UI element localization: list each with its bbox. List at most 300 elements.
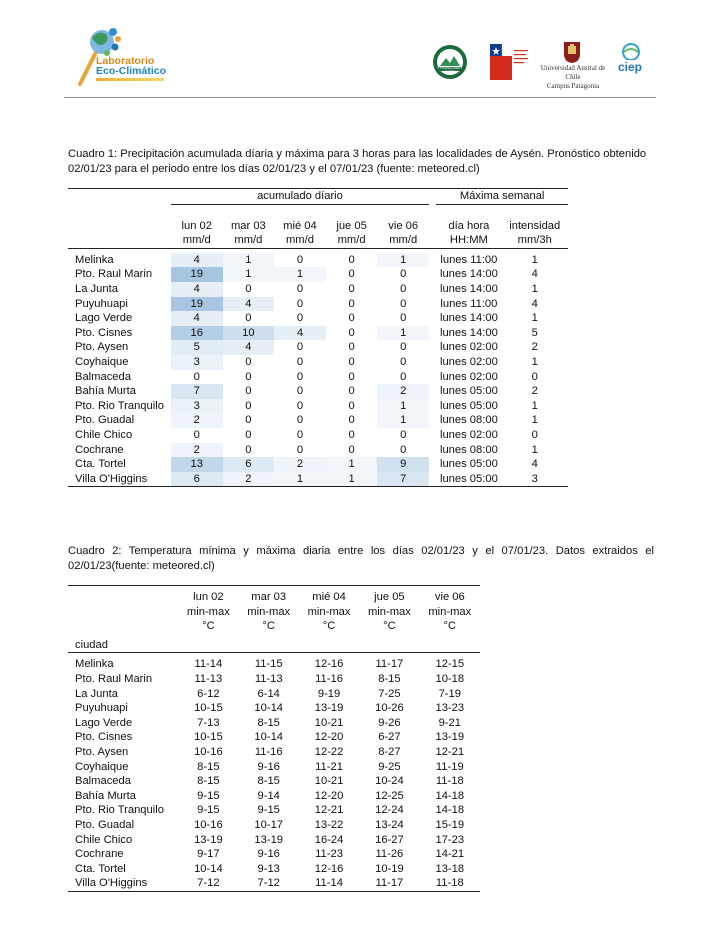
- table-row: [68, 818, 480, 833]
- city-name: Balmaceda: [75, 775, 131, 788]
- temp-range-value: 12-16: [314, 658, 344, 671]
- minmax-label: min-max: [307, 605, 351, 618]
- precip-value: 2: [223, 472, 275, 487]
- lab-logo-text: [96, 56, 166, 81]
- temp-range-value: 12-20: [314, 731, 344, 744]
- day-header: vie 06: [434, 591, 465, 603]
- table-row: [68, 370, 568, 385]
- city-name: Pto. Aysen: [75, 341, 129, 354]
- precip-value: 1: [377, 326, 429, 341]
- max-intensity: 5: [531, 326, 538, 339]
- city-name: La Junta: [75, 283, 118, 296]
- table-row: [68, 789, 480, 804]
- temp-range-value: 12-24: [375, 804, 404, 817]
- page-header: [0, 0, 720, 112]
- precip-value: 0: [400, 356, 407, 369]
- precip-value: 7: [377, 472, 429, 487]
- precip-value: 1: [377, 413, 429, 428]
- uach-logo-text: [534, 64, 612, 91]
- city-name: Balmaceda: [75, 370, 131, 383]
- max-intensity: 1: [531, 283, 538, 296]
- city-name: Pto. Cisnes: [75, 731, 133, 744]
- temp-range-value: 12-15: [435, 658, 465, 671]
- max-hour: lunes 02:00: [439, 370, 498, 383]
- temp-range-value: 10-24: [375, 775, 404, 788]
- temp-range-value: 12-21: [314, 804, 344, 817]
- temp-range-value: 8-15: [197, 760, 220, 773]
- table-row: [68, 384, 568, 399]
- max-hour: lunes 14:00: [439, 268, 498, 281]
- precip-value: 0: [348, 385, 355, 398]
- table-row: [68, 428, 568, 443]
- max-hour: lunes 05:00: [439, 458, 498, 471]
- temp-range-value: 11-16: [254, 745, 283, 758]
- precip-value: 0: [348, 326, 355, 339]
- temp-range-value: 10-15: [194, 702, 223, 715]
- city-name: Coyhaique: [75, 760, 129, 773]
- precip-value: 1: [223, 267, 275, 282]
- temp-range-value: 8-27: [378, 745, 401, 758]
- table1-group-header: [68, 189, 568, 204]
- precip-value: 3: [171, 355, 223, 370]
- precip-value: 1: [377, 399, 429, 414]
- precip-value: 0: [245, 429, 252, 441]
- table-row: [68, 457, 568, 472]
- temp-range-value: 9-16: [257, 760, 280, 773]
- temp-range-value: 8-15: [257, 716, 280, 729]
- lab-logo-line1: Laboratorio: [96, 55, 155, 67]
- city-name: Coyhaique: [75, 356, 129, 369]
- minmax-label: min-max: [247, 605, 291, 618]
- max-hour: lunes 11:00: [440, 297, 498, 310]
- table-row: [68, 297, 568, 312]
- precip-value: 7: [171, 384, 223, 399]
- precip-value: 4: [274, 326, 326, 341]
- city-name: Pto. Guadal: [75, 414, 135, 427]
- temp-range-value: 10-19: [375, 862, 404, 875]
- city-name: Puyuhuapi: [75, 702, 128, 715]
- temp-range-value: 11-21: [315, 760, 343, 773]
- max-intensity: 1: [531, 443, 538, 456]
- precip-value: 4: [223, 297, 275, 312]
- temp-range-value: 7-12: [257, 877, 280, 890]
- city-name: Cochrane: [75, 848, 124, 861]
- city-name: Cta. Tortel: [75, 862, 126, 875]
- max-intensity: 2: [531, 385, 538, 398]
- table-row: [68, 443, 568, 458]
- temp-range-value: 12-20: [314, 789, 344, 802]
- precip-value: 6: [223, 457, 275, 472]
- table2-city-header-row: [68, 634, 480, 653]
- temp-range-value: 17-23: [435, 833, 465, 846]
- max-hour: lunes 02:00: [439, 356, 498, 369]
- temp-range-value: 10-14: [254, 731, 284, 744]
- precip-value: 0: [296, 297, 304, 310]
- table-row: [68, 326, 568, 341]
- precip-value: 0: [245, 414, 252, 427]
- max-intensity: 1: [531, 312, 538, 325]
- table2-day-header: [68, 590, 480, 605]
- table-row: [68, 745, 480, 760]
- precip-value: 0: [296, 356, 304, 369]
- temp-range-value: 11-16: [315, 672, 343, 685]
- temp-range-value: 11-26: [375, 848, 404, 861]
- precip-value: 5: [171, 340, 223, 355]
- temp-range-value: 9-15: [197, 789, 220, 802]
- temp-range-value: 14-18: [435, 789, 465, 802]
- precip-value: 9: [377, 457, 429, 472]
- temp-range-value: 13-19: [194, 833, 223, 846]
- temp-range-value: 10-18: [435, 672, 465, 685]
- precip-value: 0: [348, 312, 355, 325]
- city-name: Villa O'Higgins: [75, 472, 148, 485]
- temp-range-value: 11-17: [375, 658, 404, 671]
- precip-value: 0: [400, 268, 407, 281]
- precip-value: 2: [171, 443, 223, 458]
- city-name: Chile Chico: [75, 833, 133, 846]
- table-row: [68, 716, 480, 731]
- table-row: [68, 803, 480, 818]
- table-row: [68, 876, 480, 891]
- precip-value: 6: [171, 472, 223, 487]
- precip-value: 13: [171, 457, 223, 472]
- temp-range-value: 11-19: [435, 760, 464, 773]
- temp-range-value: 11-13: [254, 672, 283, 685]
- city-name: Pto. Raul Marin: [75, 268, 153, 281]
- day-header: jue 05: [336, 219, 367, 232]
- precip-value: 0: [400, 370, 407, 383]
- temp-range-value: 9-15: [197, 804, 220, 817]
- city-name: Pto. Cisnes: [75, 326, 133, 339]
- max-hour: lunes 02:00: [439, 341, 498, 354]
- precip-value: 0: [296, 385, 304, 398]
- temp-range-value: 16-27: [375, 833, 404, 846]
- minmax-label: min-max: [367, 605, 411, 618]
- temp-range-value: 12-16: [314, 862, 344, 875]
- temp-range-value: 10-14: [194, 862, 223, 875]
- temp-range-value: 15-19: [435, 818, 465, 831]
- lab-logo-bar: [96, 78, 164, 81]
- hora-header: día hora: [448, 219, 490, 232]
- precip-value: 1: [377, 253, 429, 268]
- city-name: Bahía Murta: [75, 789, 136, 802]
- precip-value: 0: [245, 399, 252, 412]
- precip-value: 0: [296, 370, 304, 383]
- temp-range-value: 12-25: [375, 789, 404, 802]
- temp-range-value: 13-19: [435, 731, 465, 744]
- temp-range-value: 9-17: [197, 848, 220, 861]
- temp-range-value: 12-21: [435, 745, 465, 758]
- temp-range-value: 10-17: [254, 818, 284, 831]
- table-row: [68, 833, 480, 848]
- temp-range-value: 10-21: [314, 716, 344, 729]
- hora-unit-label: HH:MM: [449, 234, 488, 247]
- city-name: Cochrane: [75, 443, 124, 456]
- precip-value: 0: [245, 443, 252, 456]
- precip-value: 2: [377, 384, 429, 399]
- temp-range-value: 13-19: [254, 833, 284, 846]
- city-name: Pto. Rio Tranquilo: [75, 804, 164, 817]
- precip-value: 0: [296, 399, 304, 412]
- temp-range-value: 13-19: [314, 702, 344, 715]
- minmax-label: min-max: [186, 605, 230, 618]
- table-row: [68, 847, 480, 862]
- precip-value: 10: [223, 326, 275, 341]
- max-hour: lunes 11:00: [440, 253, 498, 266]
- temp-range-value: 11-14: [315, 877, 343, 890]
- table-row: [68, 760, 480, 775]
- precip-value: 0: [348, 283, 355, 296]
- temp-range-value: 9-15: [257, 804, 280, 817]
- day-header: mié 04: [283, 219, 317, 232]
- city-name: Pto. Raul Marin: [75, 672, 153, 685]
- max-intensity: 0: [531, 370, 538, 383]
- precip-value: 0: [245, 385, 252, 398]
- unit-label: °C: [443, 620, 457, 633]
- precip-value: 0: [348, 370, 355, 383]
- temp-range-value: 12-22: [314, 745, 344, 758]
- precip-value: 0: [400, 283, 407, 296]
- day-header: lun 02: [181, 219, 212, 232]
- unit-label: °C: [262, 620, 275, 633]
- temp-range-value: 10-15: [194, 731, 223, 744]
- precip-value: 4: [171, 253, 223, 268]
- max-intensity: 1: [531, 356, 538, 369]
- unit-label: mm/d: [182, 234, 211, 247]
- precip-value: 0: [296, 414, 304, 427]
- table1-caption: Cuadro 1: Precipitación acumulada díaria y máxima para 3 horas para las localidades de Aysén. Pronóstico obtenido 02/01/23 para el periodo entre los días 02/01/23 y el 07/01/23 (fuente: meteored.cl): [68, 148, 647, 175]
- max-hour: lunes 14:00: [439, 326, 498, 339]
- table-row: [68, 472, 568, 487]
- precip-value: 0: [348, 399, 355, 412]
- max-intensity: 1: [531, 414, 538, 427]
- temp-range-value: 13-22: [314, 818, 344, 831]
- precip-value: 4: [223, 340, 275, 355]
- max-intensity: 4: [531, 268, 538, 281]
- max-intensity: 1: [531, 399, 538, 412]
- table-row: [68, 355, 568, 370]
- precip-value: 0: [348, 297, 355, 310]
- temp-range-value: 9-26: [378, 716, 401, 729]
- table2-unit-header: [68, 619, 480, 634]
- temp-range-value: 8-15: [197, 775, 220, 788]
- city-name: Melinka: [75, 658, 114, 671]
- uach-line1: Universidad Austral de Chile: [540, 64, 606, 81]
- max-hour: lunes 05:00: [439, 472, 498, 485]
- table-row: [68, 687, 480, 702]
- city-name: Lago Verde: [75, 312, 133, 325]
- patagonia-aysen-logo-icon: [432, 44, 468, 80]
- unit-label: mm/d: [234, 234, 263, 247]
- city-name: Chile Chico: [75, 429, 133, 441]
- precip-value: 0: [400, 312, 407, 325]
- table-row: [68, 701, 480, 716]
- temp-range-value: 14-18: [435, 804, 465, 817]
- unit-label: °C: [383, 620, 396, 633]
- precip-value: 0: [348, 414, 355, 427]
- temp-range-value: 11-15: [254, 658, 283, 671]
- max-hour: lunes 14:00: [439, 312, 498, 325]
- precip-value: 0: [296, 312, 304, 325]
- table-row: [68, 672, 480, 687]
- day-header: mié 04: [312, 591, 346, 603]
- max-intensity: 4: [531, 297, 538, 310]
- table-row: [68, 282, 568, 297]
- group-daily-label: acumulado díario: [257, 190, 343, 202]
- precip-value: 1: [274, 267, 326, 282]
- gobierno-chile-logo-icon: [490, 44, 530, 82]
- unit-label: mm/d: [389, 234, 418, 247]
- temp-range-value: 9-13: [257, 862, 280, 875]
- unit-label: °C: [202, 620, 215, 633]
- precip-value: 0: [296, 283, 304, 296]
- temp-range-value: 7-13: [197, 716, 220, 729]
- temp-range-value: 11-13: [194, 672, 223, 685]
- max-hour: lunes 08:00: [439, 443, 498, 456]
- minmax-label: min-max: [428, 605, 472, 618]
- day-header: mar 03: [230, 219, 266, 232]
- max-hour: lunes 08:00: [439, 414, 498, 427]
- temp-range-value: 10-16: [194, 818, 223, 831]
- temperature-table: [68, 585, 480, 892]
- temp-range-value: 11-18: [435, 775, 464, 788]
- temp-range-value: 10-26: [375, 702, 404, 715]
- table1-day-header: [68, 219, 568, 234]
- city-name: Lago Verde: [75, 716, 133, 729]
- temp-range-value: 13-23: [435, 702, 465, 715]
- max-hour: lunes 05:00: [439, 399, 498, 412]
- table-row: [68, 340, 568, 355]
- precip-value: 1: [274, 472, 326, 487]
- table-row: [68, 862, 480, 877]
- max-intensity: 3: [531, 472, 538, 485]
- max-intensity: 1: [531, 253, 538, 266]
- temp-range-value: 11-23: [315, 848, 343, 861]
- temp-range-value: 10-16: [194, 745, 223, 758]
- precip-value: 4: [171, 311, 223, 326]
- temp-range-value: 9-19: [317, 687, 341, 700]
- max-intensity: 0: [531, 429, 538, 441]
- lab-logo-line2: Eco-Climático: [96, 65, 167, 77]
- city-name: Melinka: [75, 253, 114, 266]
- intensity-header: intensidad: [509, 219, 561, 232]
- table2-caption: Cuadro 2: Temperatura mínima y máxima diaria entre los días 02/01/23 y el 07/01/23. Datos extraidos el 02/01/23(fuente: meteored.cl): [68, 545, 654, 572]
- table-row: [68, 311, 568, 326]
- precip-value: 0: [245, 312, 252, 325]
- table-row: [68, 774, 480, 789]
- city-name: Puyuhuapi: [75, 297, 128, 310]
- max-hour: lunes 14:00: [439, 283, 498, 296]
- ciep-logo-icon: [620, 42, 642, 60]
- unit-label: °C: [322, 620, 336, 633]
- table-row: [68, 399, 568, 414]
- city-name: Pto. Aysen: [75, 745, 129, 758]
- table-row: [68, 413, 568, 428]
- precip-value: 0: [348, 253, 355, 266]
- city-header: ciudad: [75, 638, 108, 651]
- temp-range-value: 16-24: [314, 833, 344, 846]
- precip-value: 4: [171, 282, 223, 297]
- temp-range-value: 9-25: [378, 760, 401, 773]
- precip-value: 0: [348, 443, 355, 456]
- table-row: [68, 730, 480, 745]
- precip-value: 19: [171, 267, 223, 282]
- precip-value: 1: [326, 472, 378, 487]
- temp-range-value: 11-18: [435, 877, 464, 890]
- temp-range-value: 8-15: [378, 672, 401, 685]
- temp-range-value: 13-18: [435, 862, 465, 875]
- precip-value: 0: [348, 356, 355, 369]
- temp-range-value: 9-14: [257, 789, 280, 802]
- temp-range-value: 6-12: [197, 687, 220, 700]
- precip-value: 0: [296, 341, 304, 354]
- precip-value: 0: [400, 429, 407, 441]
- precip-value: 3: [171, 399, 223, 414]
- precip-value: 0: [400, 341, 407, 354]
- patagonia-badge-text: PATAGONIA AYSEN: [440, 66, 460, 74]
- group-max-label: Máxima semanal: [459, 190, 545, 202]
- precip-value: 0: [348, 268, 355, 281]
- precip-value: 2: [171, 413, 223, 428]
- city-name: Villa O'Higgins: [75, 877, 148, 890]
- precip-value: 2: [274, 457, 326, 472]
- temp-range-value: 10-21: [314, 775, 344, 788]
- city-name: La Junta: [75, 687, 118, 700]
- uach-line2: Campus Patagonia: [546, 82, 600, 90]
- precip-value: 1: [326, 457, 378, 472]
- max-intensity: 2: [531, 341, 538, 354]
- table-row: [68, 253, 568, 268]
- precip-value: 0: [296, 429, 304, 441]
- precip-value: 0: [296, 443, 304, 456]
- city-name: Cta. Tortel: [75, 458, 126, 471]
- precip-value: 0: [193, 370, 200, 383]
- unit-label: mm/d: [285, 234, 314, 247]
- precip-value: 0: [193, 429, 200, 441]
- day-header: jue 05: [374, 591, 405, 603]
- city-name: Pto. Rio Tranquilo: [75, 399, 164, 412]
- city-name: Bahía Murta: [75, 385, 136, 398]
- temp-range-value: 6-27: [378, 731, 401, 744]
- max-intensity: 4: [531, 458, 538, 471]
- temp-range-value: 6-14: [257, 687, 280, 700]
- temp-range-value: 7-19: [438, 687, 461, 700]
- precip-value: 0: [400, 443, 407, 456]
- precip-value: 0: [348, 341, 355, 354]
- precip-value: 1: [223, 253, 275, 268]
- table1-unit-header: [68, 233, 568, 248]
- max-hour: lunes 02:00: [439, 429, 498, 441]
- temp-range-value: 9-16: [257, 848, 280, 861]
- unit-label: mm/d: [337, 234, 366, 247]
- precip-value: 0: [245, 356, 252, 369]
- day-header: vie 06: [388, 219, 419, 232]
- precip-value: 19: [171, 297, 223, 312]
- header-divider: [64, 97, 656, 98]
- temp-range-value: 9-21: [438, 716, 461, 729]
- precip-value: 0: [348, 429, 355, 441]
- temp-range-value: 11-14: [194, 658, 223, 671]
- temp-range-value: 14-21: [435, 848, 465, 861]
- day-header: mar 03: [251, 591, 287, 603]
- precip-value: 0: [296, 253, 304, 266]
- temp-range-value: 8-15: [257, 775, 280, 788]
- ciep-logo-text: ciep: [618, 60, 643, 74]
- precip-value: 0: [400, 297, 407, 310]
- temp-range-value: 7-12: [197, 877, 220, 890]
- city-name: Pto. Guadal: [75, 818, 135, 831]
- precip-value: 0: [245, 370, 252, 383]
